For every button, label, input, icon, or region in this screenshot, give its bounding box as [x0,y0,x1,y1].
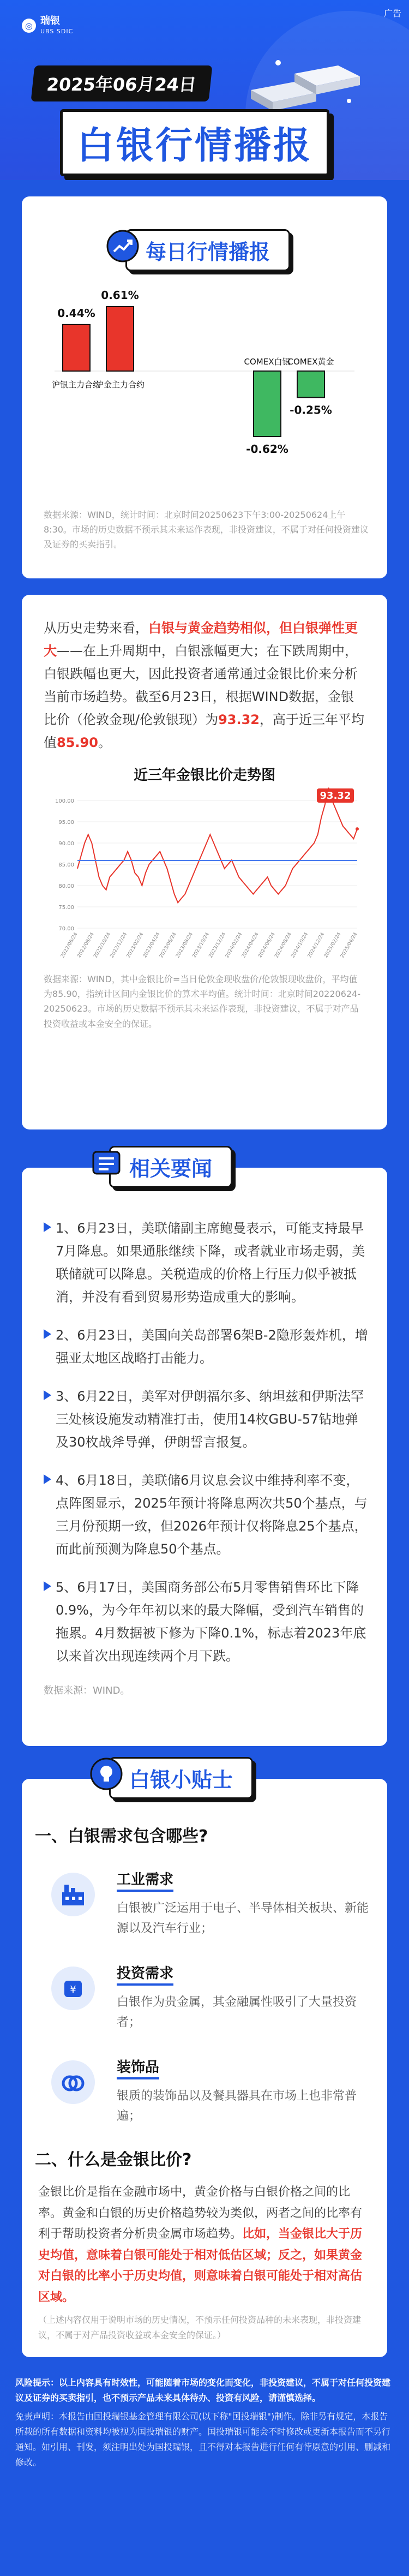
x-tick-label: 2023/02/24 [125,931,145,959]
bar-category-label: 沪金主力合约 [95,380,145,390]
tips-card [22,1779,387,2357]
ratio-explain-part1: 金银比价是指在金融市场中，黄金价格与白银价格之间的比率。黄金和白银的历史价格趋势较为类似，两者之间的比率有利于帮助投资者分析贵金属市场趋势。 [38,2185,363,2242]
use-title: 投资需求 [117,1962,173,1986]
silver-bars-icon [234,52,376,117]
bar-value-label: -0.25% [290,403,332,417]
hero-banner [0,0,409,180]
use-item-investment [35,1962,371,2033]
line-chart-title: 近三年金银比价走势图 [133,767,275,784]
footer [0,2365,409,2480]
x-tick-label: 2024/10/24 [290,931,310,959]
y-tick-label: 85.00 [58,862,74,868]
risk-text: 以上内容具有时效性，可能随着市场的变化而变化，非投资建议，不属于对任何投资建议及证券的买卖指引，也不预示产品未来具体待办、投资有风险，请谨慎选择。 [15,2377,391,2403]
line-chart-source-note: 数据来源：WIND，其中金银比价=当日伦敦金现收盘价/伦敦银现收盘价，平均值为85.90，指统计区间内金银比价的算术平均值。统计时间：北京时间20220624-20250623。市场的历史数据不预示其未来运作表现，非投资建议，不属于对产品投资收益或本金安全的保证。 [44,974,361,1029]
y-tick-label: 70.00 [58,926,74,932]
x-tick-label: 2024/02/24 [224,931,244,959]
brand-name: 瑞银 [40,15,60,27]
news-heading-text: 相关要闻 [129,1157,213,1181]
last-point [356,827,359,830]
tips-heading [109,1757,253,1799]
news-item [44,1217,371,1308]
use-title: 工业需求 [117,1868,173,1892]
daily-source-note: 数据来源：WIND，统计时间：北京时间20250623下午3:00-20250624上午8:30。市场的历史数据不预示其未来运作表现，非投资建议，不属于对任何投资建议及证券的买卖指引。 [44,510,369,550]
news-item [44,1385,371,1454]
q2-text: 二、什么是金银比价? [35,2150,192,2170]
x-tick-label: 2023/04/24 [142,931,161,959]
daily-card [22,196,387,578]
news-text: 5、6月17日，美国商务部公布5月零售销售环比下降0.9%，为今年年初以来的最大降幅，受到汽车销售的拖累。4月数据被下修为下降0.1%，标志着2023年底以来首次出现连续两个月下跌。 [56,1580,366,1664]
bullet-arrow-icon [44,1474,51,1484]
x-tick-label: 2023/10/24 [191,931,211,959]
coin-icon [51,1967,95,2010]
bar [254,371,281,437]
bar [63,325,90,371]
bar-value-label: 0.44% [57,306,95,320]
news-item [44,1469,371,1561]
bar [106,307,134,371]
logo-icon: ◎ [22,19,36,33]
news-source: 数据来源：WIND。 [44,1685,130,1696]
bullet-arrow-icon [44,1581,51,1591]
bar-category-label: COMEX白银 [244,357,291,367]
uses-list [35,1868,371,2126]
analysis-part4: 。 [98,735,111,750]
y-tick-label: 90.00 [58,841,74,847]
bar-category-label: COMEX黄金 [287,357,334,367]
x-tick-label: 2022/12/24 [109,931,129,959]
bar-category-label: 沪银主力合约 [51,380,101,390]
news-icon [90,1146,123,1179]
analysis-part3: ，高于近三年平均值 [44,712,365,750]
ratio-explain-highlight: 比如，当金银比大于历史均值，意味着白银可能处于相对低估区域；反之，如果黄金对白银的比率小于历史均值，则意味着白银可能处于相对高估区域。 [38,2227,363,2304]
news-item [44,1576,371,1667]
chart-up-icon [106,230,139,262]
x-tick-label: 2023/08/24 [175,931,194,959]
use-title: 装饰品 [117,2056,159,2079]
analysis-part2: ——在上升周期中，白银涨幅更大；在下跌周期中，白银跌幅也更大，因此投资者通常通过金银比价来分析当前市场趋势。截至6月23日，根据WIND数据，金银比价（伦敦金现/伦敦银现）为 [44,643,358,727]
x-tick-label: 2025/04/24 [340,931,359,959]
use-text: 银质的装饰品以及餐具器具在市场上也非常普遍； [117,2089,357,2123]
x-tick-label: 2022/08/24 [76,931,95,959]
news-text: 4、6月18日，美联储6月议息会议中维持利率不变，点阵图显示，2025年预计将降息两次共50个基点，与三月份预期一致，但2026年预计仅将降息25个基点，而此前预测为降息50个基点。 [56,1473,368,1557]
ratio-disclaimer: （上述内容仅用于说明市场的历史情况，不预示任何投资品种的未来表现，非投资建议，不属于对产品投资收益或本金安全的保证。） [38,2315,362,2340]
x-tick-label: 2025/02/24 [323,931,342,959]
x-tick-label: 2023/12/24 [208,931,227,959]
tips-question-1 [35,1822,371,1846]
disclaimer: 免责声明：本报告由国投瑞银基金管理有限公司(以下称"国投瑞银")制作。除非另有规定，本报告所载的所有数据和资料均被视为国投瑞银的财产。国投瑞银可能会不时修改或更新本报告而不另行通知。如引用、刊发，须注明出处为国投瑞银，且不得对本报告进行任何有悖原意的引用、删减和修改。 [15,2411,391,2467]
analysis-text [44,617,365,754]
brand-logo [22,16,73,35]
ad-badge: 广告 [383,8,401,19]
risk-note [15,2375,394,2406]
use-item-decoration [35,2056,371,2127]
y-tick-label: 100.00 [55,798,74,804]
average-value: 85.90 [57,735,98,750]
news-item [44,1324,371,1370]
callout-label: 93.32 [320,790,351,802]
page-title: 白银行情播报 [60,109,329,176]
x-tick-label: 2023/06/24 [159,931,178,959]
ratio-value: 93.32 [218,712,260,727]
bar-value-label: -0.62% [246,443,288,456]
analysis-highlight: 白银与黄金趋势相似，但白银弹性更大 [44,620,358,659]
bar-value-label: 0.61% [101,288,139,302]
use-text: 白银作为贵金属，其金融属性吸引了大量投资者； [117,1995,357,2030]
y-tick-label: 75.00 [58,905,74,911]
analysis-card [22,595,387,1129]
q1-text: 一、白银需求包含哪些? [35,1827,208,1846]
brand-name-en: UBS SDIC [40,28,74,35]
bullet-arrow-icon [44,1222,51,1232]
x-tick-label: 2024/12/24 [306,931,326,959]
bullet-arrow-icon [44,1329,51,1339]
bullet-arrow-icon [44,1390,51,1400]
news-text: 1、6月23日，美联储副主席鲍曼表示，可能支持最早7月降息。如果通胀继续下降，或者就业市场走弱，美联储就可以降息。关税造成的价格上行压力似乎被抵消，并没有看到贸易形势造成重大的影响。 [56,1221,365,1305]
ring-icon [51,2060,95,2104]
x-tick-label: 2024/04/24 [240,931,260,959]
report-date: 2025年06月24日 [31,65,213,101]
x-tick-label: 2024/06/24 [257,931,276,959]
tips-question-2 [35,2146,371,2170]
bar [297,371,324,397]
x-tick-label: 2022/10/24 [93,931,112,959]
lightbulb-icon [90,1758,123,1790]
svg-text:¥: ¥ [70,1983,76,1995]
y-tick-label: 95.00 [58,820,74,826]
use-item-industrial [35,1868,371,1939]
y-tick-label: 80.00 [58,883,74,889]
factory-icon [51,1873,95,1916]
risk-label: 风险提示： [15,2377,59,2388]
ratio-line-chart [44,787,365,967]
news-heading [109,1146,232,1188]
news-text: 3、6月22日，美军对伊朗福尔多、纳坦兹和伊斯法罕三处核设施发动精准打击，使用14枚GBU-57钻地弹及30枚战斧导弹，伊朗誓言报复。 [56,1389,364,1450]
use-text: 白银被广泛运用于电子、半导体相关板块、新能源以及汽车行业； [117,1902,369,1936]
x-tick-label: 2022/06/24 [60,931,79,959]
daily-bar-chart [22,284,387,513]
ratio-explain [35,2182,371,2308]
daily-heading-text: 每日行情播报 [146,240,270,264]
analysis-part1: 从历史走势来看， [44,620,148,636]
x-tick-label: 2024/08/24 [274,931,293,959]
news-card [22,1168,387,1746]
news-text: 2、6月23日，美国向关岛部署6架B-2隐形轰炸机，增强亚太地区战略打击能力。 [56,1328,368,1366]
tips-heading-text: 白银小贴士 [129,1768,233,1792]
daily-heading [125,229,290,271]
